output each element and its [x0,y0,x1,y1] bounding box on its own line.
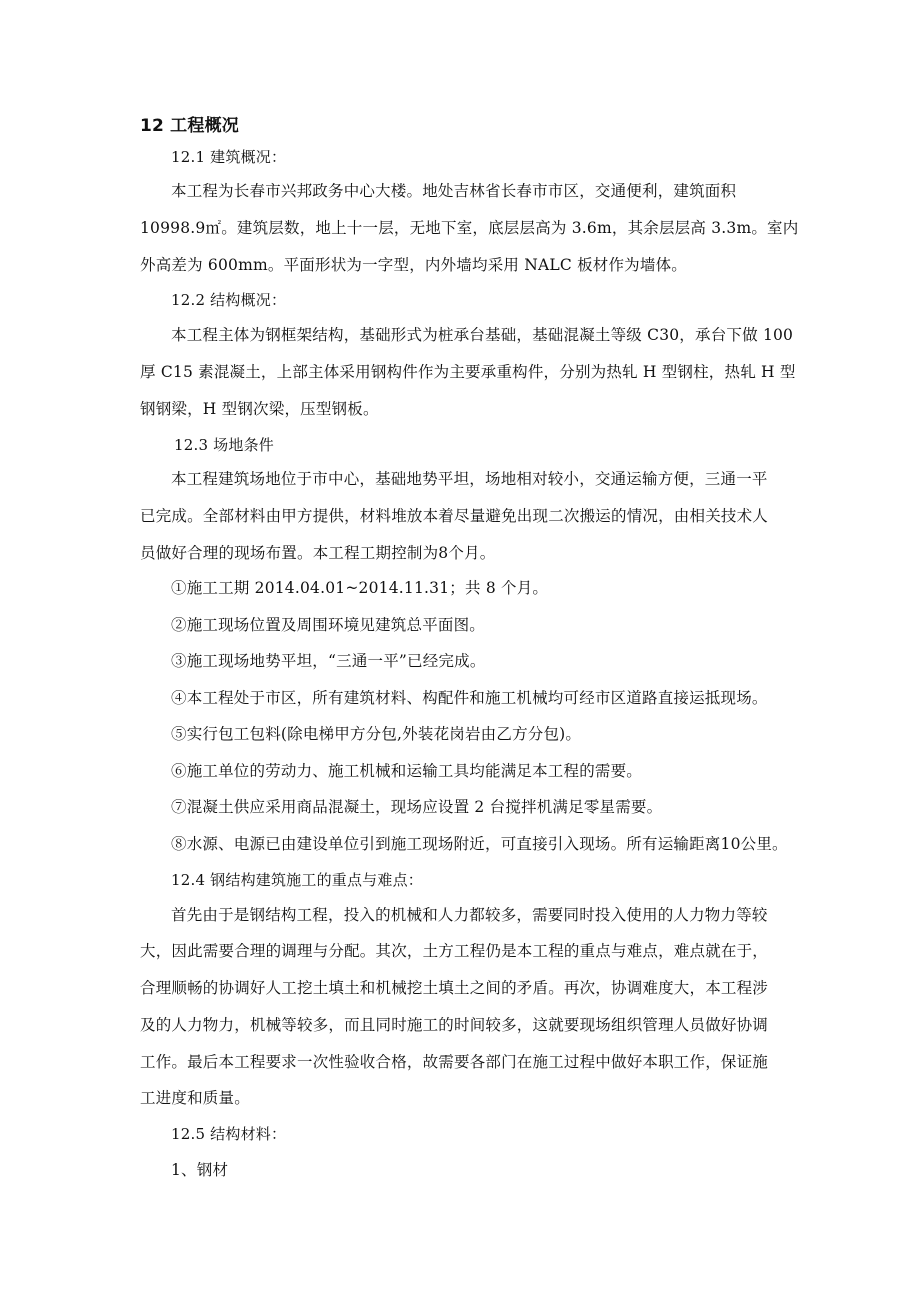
paragraph-line: 本工程主体为钢框架结构，基础形式为桩承台基础，基础混凝土等级 C30，承台下做 100 [171,326,794,344]
paragraph-line: 厚 C15 素混凝土，上部主体采用钢构件作为主要承重构件，分别为热轧 H 型钢柱，热轧 H 型 [140,363,796,381]
list-item: ②施工现场位置及周围环境见建筑总平面图。 [171,616,486,634]
paragraph-line: 员做好合理的现场布置。本工程工期控制为8个月。 [140,544,496,562]
paragraph-line: 外高差为 600mm。平面形状为一字型，内外墙均采用 NALC 板材作为墙体。 [140,256,687,274]
paragraph-line: 已完成。全部材料由甲方提供，材料堆放本着尽量避免出现二次搬运的情况，由相关技术人 [140,507,769,525]
list-item: ④本工程处于市区，所有建筑材料、构配件和施工机械均可经市区道路直接运抵现场。 [171,689,768,707]
heading-12-4: 12.4 钢结构建筑施工的重点与难点： [171,871,423,889]
paragraph-line: 本工程为长春市兴邦政务中心大楼。地处吉林省长春市市区，交通便利，建筑面积 [171,182,737,200]
subheading-steel: 1、钢材 [171,1161,229,1179]
heading-12-2: 12.2 结构概况： [171,291,287,309]
section-title: 12 工程概况 [140,116,239,136]
heading-12-5: 12.5 结构材料： [171,1125,287,1143]
list-item: ①施工工期 2014.04.01~2014.11.31；共 8 个月。 [171,579,549,597]
heading-12-1: 12.1 建筑概况： [171,148,287,166]
paragraph-line: 工作。最后本工程要求一次性验收合格，故需要各部门在施工过程中做好本职工作，保证施 [140,1053,769,1071]
list-item: ⑧水源、电源已由建设单位引到施工现场附近，可直接引入现场。所有运输距离10公里。 [171,835,788,853]
heading-12-3: 12.3 场地条件 [174,436,274,454]
paragraph-line: 首先由于是钢结构工程，投入的机械和人力都较多，需要同时投入使用的人力物力等较 [171,906,768,924]
paragraph-line: 合理顺畅的协调好人工挖土填土和机械挖土填土之间的矛盾。再次，协调难度大，本工程涉 [140,979,769,997]
list-item: ⑥施工单位的劳动力、施工机械和运输工具均能满足本工程的需要。 [171,762,643,780]
paragraph-line: 钢钢梁，H 型钢次梁，压型钢板。 [140,400,379,418]
list-item: ⑤实行包工包料(除电梯甲方分包,外装花岗岩由乙方分包)。 [171,725,582,743]
list-item: ⑦混凝土供应采用商品混凝土，现场应设置 2 台搅拌机满足零星需要。 [171,798,663,816]
paragraph-line: 本工程建筑场地位于市中心，基础地势平坦，场地相对较小，交通运输方便，三通一平 [171,470,768,488]
list-item: ③施工现场地势平坦，“三通一平”已经完成。 [171,652,486,670]
paragraph-line: 工进度和质量。 [140,1089,250,1107]
paragraph-line: 10998.9㎡。建筑层数，地上十一层，无地下室，底层层高为 3.6m，其余层层高 3.3m。室内 [140,219,799,237]
paragraph-line: 及的人力物力，机械等较多，而且同时施工的时间较多，这就要现场组织管理人员做好协调 [140,1016,769,1034]
paragraph-line: 大，因此需要合理的调理与分配。其次，土方工程仍是本工程的重点与难点，难点就在于， [140,942,769,960]
